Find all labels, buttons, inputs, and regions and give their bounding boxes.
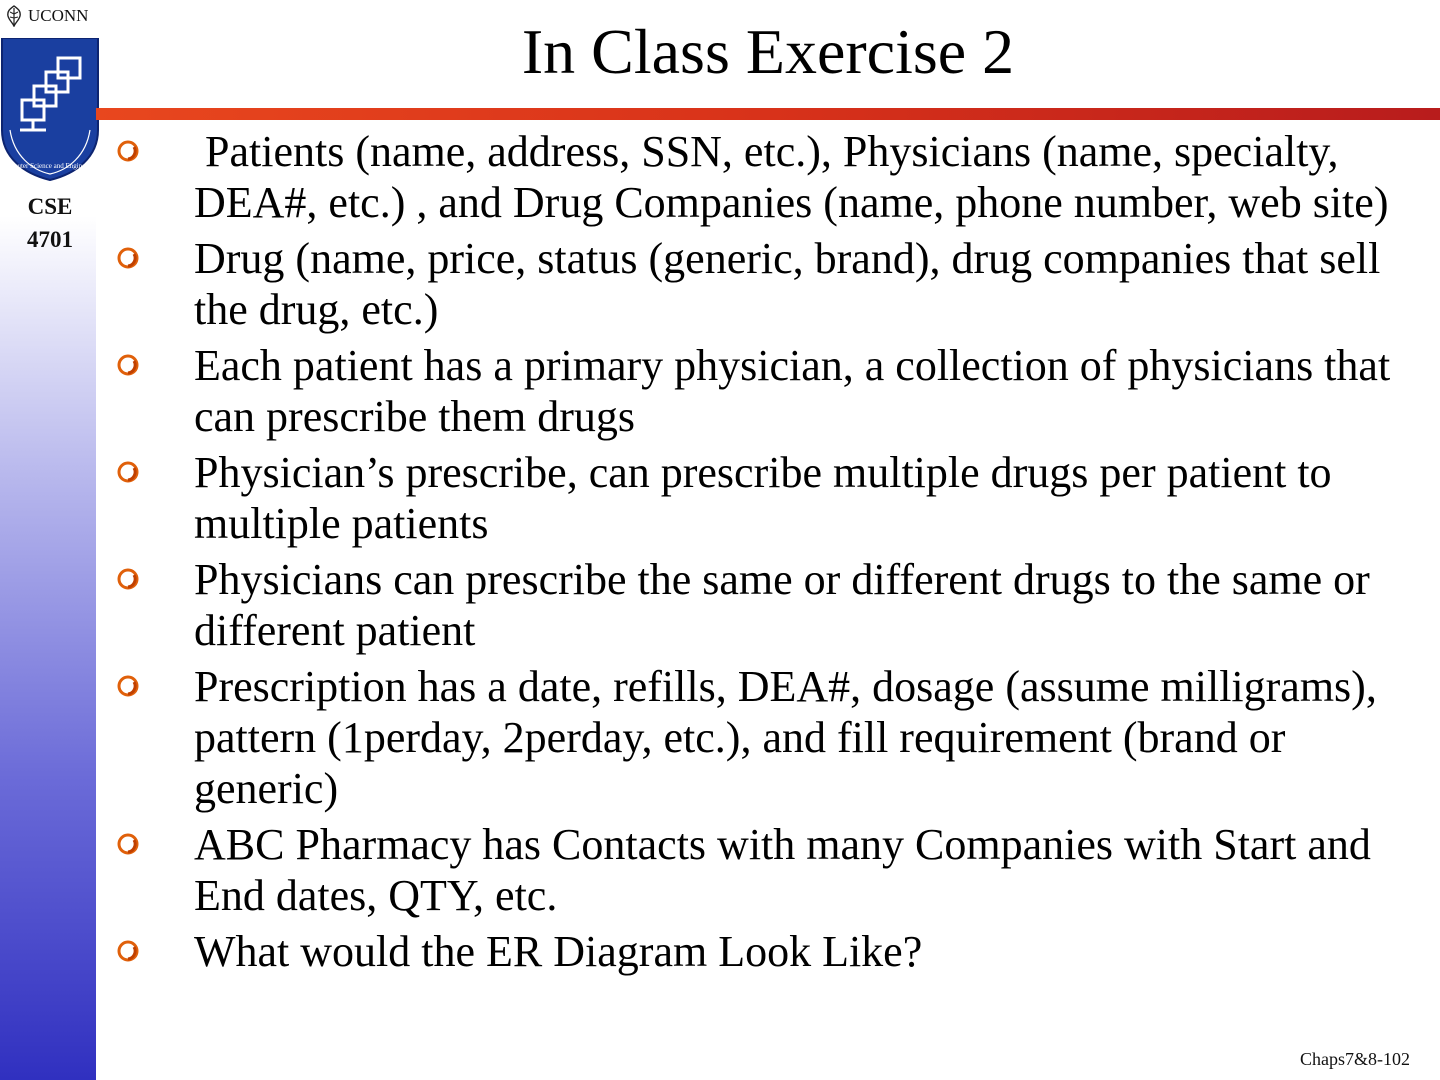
bullet-item xyxy=(112,447,1432,549)
bullet-item xyxy=(112,126,1432,228)
bullet-text: Drug (name, price, status (generic, brand), drug companies that sell the drug, etc.) xyxy=(194,234,1381,334)
bullet-text: Prescription has a date, refills, DEA#, dosage (assume milligrams), pattern (1perday, 2perday, etc.), and fill requirement (brand or generic) xyxy=(194,662,1377,813)
bullet-item xyxy=(112,233,1432,335)
bullet-text: What would the ER Diagram Look Like? xyxy=(194,927,923,976)
page-label: Chaps7&8-102 xyxy=(1300,1049,1410,1069)
bullet-icon xyxy=(114,565,142,593)
bullet-icon xyxy=(114,351,142,379)
bullet-item xyxy=(112,554,1432,656)
uconn-logo-text: UCONN xyxy=(28,6,89,25)
cse-seal-icon xyxy=(0,38,100,182)
bullet-icon xyxy=(114,458,142,486)
bullet-icon xyxy=(114,830,142,858)
bullet-item xyxy=(112,819,1432,921)
uconn-logo xyxy=(4,4,88,28)
bullet-icon xyxy=(114,937,142,965)
bullet-item xyxy=(112,340,1432,442)
slide-title: In Class Exercise 2 xyxy=(521,16,1015,87)
bullet-text: ABC Pharmacy has Contacts with many Companies with Start and End dates, QTY, etc. xyxy=(194,820,1371,920)
bullet-item xyxy=(112,926,1432,977)
course-label-number: 4701 xyxy=(27,227,73,252)
title-divider xyxy=(96,108,1440,120)
bullet-text: Physicians can prescribe the same or different drugs to the same or different patient xyxy=(194,555,1370,655)
bullet-text: Each patient has a primary physician, a collection of physicians that can prescribe them drugs xyxy=(194,341,1391,441)
svg-text:Computer Science and Engineeri: Computer Science and Engineering xyxy=(0,162,100,170)
bullet-icon xyxy=(114,244,142,272)
course-label xyxy=(0,190,100,256)
bullet-list xyxy=(112,126,1432,982)
course-label-dept: CSE xyxy=(27,194,73,219)
oak-leaf-icon xyxy=(4,5,24,27)
bullet-text: Patients (name, address, SSN, etc.), Physicians (name, specialty, DEA#, etc.) , and Drug Companies (name, phone number, web site) xyxy=(194,127,1389,227)
bullet-icon xyxy=(114,137,142,165)
bullet-icon xyxy=(114,672,142,700)
bullet-item xyxy=(112,661,1432,814)
bullet-text: Physician’s prescribe, can prescribe multiple drugs per patient to multiple patients xyxy=(194,448,1332,548)
